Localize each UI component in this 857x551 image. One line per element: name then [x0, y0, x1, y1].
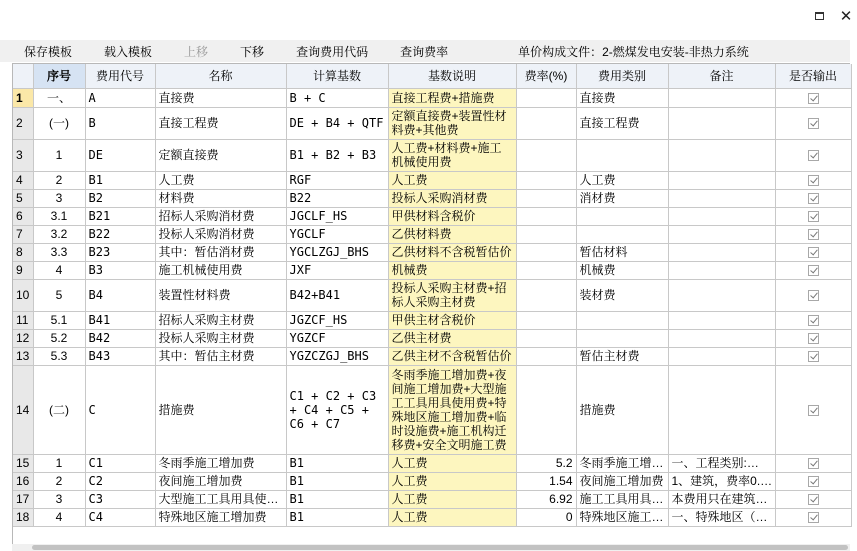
cell-seq[interactable]: (二)	[33, 365, 85, 454]
row-number-header	[13, 64, 33, 88]
table-row[interactable]	[13, 311, 851, 329]
output-checkbox[interactable]	[808, 315, 819, 326]
cell-rate[interactable]	[516, 329, 576, 347]
move-up-button[interactable]: 上移	[184, 44, 209, 59]
cell-output[interactable]	[775, 88, 851, 107]
table-row[interactable]	[13, 454, 851, 472]
cell-seq[interactable]: 一、	[33, 88, 85, 107]
column-header-seq[interactable]: 序号	[33, 64, 85, 88]
cell-name[interactable]: 其中：暂估消材费	[155, 243, 286, 261]
output-checkbox[interactable]	[808, 351, 819, 362]
cell-output[interactable]	[775, 107, 851, 139]
cell-seq[interactable]: 1	[33, 454, 85, 472]
close-icon[interactable]: ✕	[839, 7, 853, 25]
row-number[interactable]: 18	[13, 508, 33, 526]
cell-rate[interactable]	[516, 279, 576, 311]
cell-name[interactable]: 施工机械使用费	[155, 261, 286, 279]
cell-description[interactable]: 投标人采购主材费+招标人采购主材费	[388, 279, 516, 311]
cell-output[interactable]	[775, 329, 851, 347]
cell-category[interactable]: 直接费	[576, 88, 668, 107]
cell-description[interactable]: 直接工程费+措施费	[388, 88, 516, 107]
cell-formula[interactable]: YGCLZGJ_BHS	[286, 243, 388, 261]
cell-note[interactable]	[668, 279, 775, 311]
scrollbar-thumb[interactable]	[32, 545, 848, 550]
cell-output[interactable]	[775, 225, 851, 243]
cell-formula[interactable]: YGCLF	[286, 225, 388, 243]
cell-code[interactable]: C	[85, 365, 155, 454]
cell-rate[interactable]	[516, 261, 576, 279]
restore-icon[interactable]	[808, 6, 830, 26]
cell-code[interactable]: DE	[85, 139, 155, 171]
cell-description[interactable]: 乙供材料费	[388, 225, 516, 243]
cell-seq[interactable]: 3.3	[33, 243, 85, 261]
cell-rate[interactable]	[516, 189, 576, 207]
column-header-description[interactable]: 基数说明	[388, 64, 516, 88]
cell-rate[interactable]: 0	[516, 508, 576, 526]
cell-rate[interactable]	[516, 365, 576, 454]
cell-formula[interactable]: B1	[286, 490, 388, 508]
table-row[interactable]	[13, 329, 851, 347]
cell-note[interactable]	[668, 261, 775, 279]
cell-rate[interactable]	[516, 225, 576, 243]
cell-name[interactable]: 夜间施工增加费	[155, 472, 286, 490]
cell-name[interactable]: 投标人采购消材费	[155, 225, 286, 243]
cell-description[interactable]: 甲供主材含税价	[388, 311, 516, 329]
row-number[interactable]: 15	[13, 454, 33, 472]
cell-rate[interactable]	[516, 311, 576, 329]
cell-rate[interactable]: 1.54	[516, 472, 576, 490]
output-checkbox[interactable]	[808, 193, 819, 204]
table-row[interactable]	[13, 243, 851, 261]
cell-code[interactable]: B2	[85, 189, 155, 207]
cell-category[interactable]	[576, 139, 668, 171]
cell-rate[interactable]	[516, 207, 576, 225]
cell-output[interactable]	[775, 454, 851, 472]
cell-seq[interactable]: 5	[33, 279, 85, 311]
cell-category[interactable]: 施工工具用具…	[576, 490, 668, 508]
row-number[interactable]: 17	[13, 490, 33, 508]
table-row[interactable]	[13, 508, 851, 526]
row-number[interactable]: 4	[13, 171, 33, 189]
output-checkbox[interactable]	[808, 229, 819, 240]
cell-name[interactable]: 招标人采购主材费	[155, 311, 286, 329]
cell-code[interactable]: B23	[85, 243, 155, 261]
cell-output[interactable]	[775, 508, 851, 526]
cell-seq[interactable]: 2	[33, 171, 85, 189]
output-checkbox[interactable]	[808, 476, 819, 487]
table-row[interactable]	[13, 347, 851, 365]
cell-formula[interactable]: YGZCF	[286, 329, 388, 347]
cell-formula[interactable]: B22	[286, 189, 388, 207]
cell-note[interactable]	[668, 171, 775, 189]
cell-note[interactable]	[668, 225, 775, 243]
cell-formula[interactable]: B1	[286, 454, 388, 472]
cell-seq[interactable]: 5.3	[33, 347, 85, 365]
cell-name[interactable]: 直接费	[155, 88, 286, 107]
table-row[interactable]	[13, 261, 851, 279]
cell-description[interactable]: 人工费	[388, 508, 516, 526]
cell-note[interactable]	[668, 311, 775, 329]
cell-seq[interactable]: 1	[33, 139, 85, 171]
horizontal-scrollbar[interactable]	[12, 544, 850, 551]
column-header-code[interactable]: 费用代号	[85, 64, 155, 88]
cell-seq[interactable]: 2	[33, 472, 85, 490]
cell-output[interactable]	[775, 279, 851, 311]
cell-description[interactable]: 乙供材料不含税暂估价	[388, 243, 516, 261]
table-row[interactable]	[13, 139, 851, 171]
cell-rate[interactable]	[516, 139, 576, 171]
cell-category[interactable]	[576, 207, 668, 225]
cell-category[interactable]: 暂估材料	[576, 243, 668, 261]
output-checkbox[interactable]	[808, 93, 819, 104]
cell-category[interactable]: 暂估主材费	[576, 347, 668, 365]
cell-name[interactable]: 措施费	[155, 365, 286, 454]
column-header-rate[interactable]: 费率(%)	[516, 64, 576, 88]
cell-note[interactable]: 一、特殊地区（…	[668, 508, 775, 526]
cell-formula[interactable]: B42+B41	[286, 279, 388, 311]
output-checkbox[interactable]	[808, 118, 819, 129]
cell-note[interactable]: 本费用只在建筑…	[668, 490, 775, 508]
cell-formula[interactable]: B1 + B2 + B3	[286, 139, 388, 171]
cell-name[interactable]: 直接工程费	[155, 107, 286, 139]
cell-formula[interactable]: JXF	[286, 261, 388, 279]
cell-code[interactable]: B42	[85, 329, 155, 347]
output-checkbox[interactable]	[808, 247, 819, 258]
cell-note[interactable]	[668, 139, 775, 171]
output-checkbox[interactable]	[808, 512, 819, 523]
cell-category[interactable]: 措施费	[576, 365, 668, 454]
cell-code[interactable]: B1	[85, 171, 155, 189]
column-header-output[interactable]: 是否输出	[775, 64, 851, 88]
table-row[interactable]	[13, 279, 851, 311]
save-template-button[interactable]: 保存模板	[24, 44, 73, 59]
cell-formula[interactable]: B + C	[286, 88, 388, 107]
cell-formula[interactable]: B1	[286, 508, 388, 526]
move-down-button[interactable]: 下移	[240, 44, 265, 59]
cell-code[interactable]: B41	[85, 311, 155, 329]
cell-note[interactable]	[668, 107, 775, 139]
row-number[interactable]: 6	[13, 207, 33, 225]
row-number[interactable]: 10	[13, 279, 33, 311]
row-number[interactable]: 8	[13, 243, 33, 261]
cell-seq[interactable]: 4	[33, 508, 85, 526]
cell-rate[interactable]: 5.2	[516, 454, 576, 472]
cell-output[interactable]	[775, 311, 851, 329]
cell-rate[interactable]	[516, 243, 576, 261]
cell-category[interactable]: 特殊地区施工…	[576, 508, 668, 526]
row-number[interactable]: 3	[13, 139, 33, 171]
output-checkbox[interactable]	[808, 150, 819, 161]
cell-formula[interactable]: YGZCZGJ_BHS	[286, 347, 388, 365]
cell-output[interactable]	[775, 365, 851, 454]
row-number[interactable]: 1	[13, 88, 33, 107]
cell-output[interactable]	[775, 261, 851, 279]
cell-output[interactable]	[775, 171, 851, 189]
cell-description[interactable]: 乙供主材不含税暂估价	[388, 347, 516, 365]
cell-seq[interactable]: 3.2	[33, 225, 85, 243]
cell-code[interactable]: B4	[85, 279, 155, 311]
table-row[interactable]	[13, 189, 851, 207]
cell-formula[interactable]: B1	[286, 472, 388, 490]
cell-category[interactable]: 冬雨季施工增…	[576, 454, 668, 472]
output-checkbox[interactable]	[808, 333, 819, 344]
row-number[interactable]: 9	[13, 261, 33, 279]
cell-category[interactable]	[576, 311, 668, 329]
cell-category[interactable]	[576, 329, 668, 347]
load-template-button[interactable]: 载入模板	[104, 44, 153, 59]
cell-seq[interactable]: 3	[33, 490, 85, 508]
cell-note[interactable]: 一、工程类别:…	[668, 454, 775, 472]
table-row[interactable]	[13, 171, 851, 189]
cell-description[interactable]: 人工费+材料费+施工机械使用费	[388, 139, 516, 171]
cell-code[interactable]: B3	[85, 261, 155, 279]
cell-formula[interactable]: DE + B4 + QTF	[286, 107, 388, 139]
output-checkbox[interactable]	[808, 494, 819, 505]
cell-seq[interactable]: (一)	[33, 107, 85, 139]
cell-name[interactable]: 投标人采购主材费	[155, 329, 286, 347]
cell-description[interactable]: 冬雨季施工增加费+夜间施工增加费+大型施工工具用具使用费+特殊地区施工增加费+临时设施费+施工机构迁移费+安全文明施工费	[388, 365, 516, 454]
cell-description[interactable]: 人工费	[388, 454, 516, 472]
cell-code[interactable]: C2	[85, 472, 155, 490]
cell-description[interactable]: 人工费	[388, 171, 516, 189]
table-row[interactable]	[13, 225, 851, 243]
cell-formula[interactable]: RGF	[286, 171, 388, 189]
grid-header-row	[13, 64, 851, 88]
cell-category[interactable]	[576, 225, 668, 243]
table-row[interactable]	[13, 490, 851, 508]
query-rate-button[interactable]: 查询费率	[400, 44, 449, 59]
cell-category[interactable]: 人工费	[576, 171, 668, 189]
output-checkbox[interactable]	[808, 211, 819, 222]
output-checkbox[interactable]	[808, 265, 819, 276]
cell-category[interactable]: 消材费	[576, 189, 668, 207]
cell-description[interactable]: 人工费	[388, 490, 516, 508]
row-number[interactable]: 14	[13, 365, 33, 454]
cell-seq[interactable]: 5.2	[33, 329, 85, 347]
output-checkbox[interactable]	[808, 458, 819, 469]
output-checkbox[interactable]	[808, 175, 819, 186]
cell-note[interactable]	[668, 365, 775, 454]
cell-rate[interactable]	[516, 347, 576, 365]
output-checkbox[interactable]	[808, 405, 819, 416]
cell-rate[interactable]	[516, 171, 576, 189]
column-header-note[interactable]: 备注	[668, 64, 775, 88]
cell-note[interactable]	[668, 88, 775, 107]
cell-code[interactable]: B43	[85, 347, 155, 365]
cell-output[interactable]	[775, 490, 851, 508]
title-bar	[0, 0, 853, 34]
cell-category[interactable]: 装材费	[576, 279, 668, 311]
cell-note[interactable]	[668, 207, 775, 225]
column-header-formula[interactable]: 计算基数	[286, 64, 388, 88]
cell-code[interactable]: A	[85, 88, 155, 107]
cell-name[interactable]: 招标人采购消材费	[155, 207, 286, 225]
cell-code[interactable]: C1	[85, 454, 155, 472]
cell-note[interactable]	[668, 347, 775, 365]
cell-output[interactable]	[775, 347, 851, 365]
row-number[interactable]: 11	[13, 311, 33, 329]
cell-code[interactable]: B	[85, 107, 155, 139]
cell-category[interactable]: 直接工程费	[576, 107, 668, 139]
cell-name[interactable]: 大型施工工具用具使…	[155, 490, 286, 508]
toolbar	[0, 40, 850, 62]
cell-rate[interactable]	[516, 107, 576, 139]
cell-seq[interactable]: 3.1	[33, 207, 85, 225]
cell-name[interactable]: 定额直接费	[155, 139, 286, 171]
cell-description[interactable]: 机械费	[388, 261, 516, 279]
cell-code[interactable]: C4	[85, 508, 155, 526]
cell-category[interactable]: 机械费	[576, 261, 668, 279]
cell-name[interactable]: 人工费	[155, 171, 286, 189]
cell-name[interactable]: 装置性材料费	[155, 279, 286, 311]
table-row[interactable]	[13, 88, 851, 107]
row-number[interactable]: 12	[13, 329, 33, 347]
cell-note[interactable]	[668, 243, 775, 261]
cell-formula[interactable]: C1 + C2 + C3 + C4 + C5 + C6 + C7	[286, 365, 388, 454]
cell-category[interactable]: 夜间施工增加费	[576, 472, 668, 490]
table-row[interactable]	[13, 207, 851, 225]
cell-output[interactable]	[775, 472, 851, 490]
cell-description[interactable]: 投标人采购消材费	[388, 189, 516, 207]
cell-code[interactable]: B22	[85, 225, 155, 243]
cell-description[interactable]: 人工费	[388, 472, 516, 490]
row-number[interactable]: 16	[13, 472, 33, 490]
cell-description[interactable]: 定额直接费+装置性材料费+其他费	[388, 107, 516, 139]
table-row[interactable]	[13, 365, 851, 454]
row-number[interactable]: 13	[13, 347, 33, 365]
cell-seq[interactable]: 5.1	[33, 311, 85, 329]
cell-note[interactable]	[668, 329, 775, 347]
cell-rate[interactable]: 6.92	[516, 490, 576, 508]
row-number[interactable]: 5	[13, 189, 33, 207]
query-fee-code-button[interactable]: 查询费用代码	[296, 44, 369, 59]
cell-code[interactable]: B21	[85, 207, 155, 225]
row-number[interactable]: 7	[13, 225, 33, 243]
cell-description[interactable]: 甲供材料含税价	[388, 207, 516, 225]
cell-formula[interactable]: JGCLF_HS	[286, 207, 388, 225]
column-header-category[interactable]: 费用类别	[576, 64, 668, 88]
cell-output[interactable]	[775, 207, 851, 225]
table-row[interactable]	[13, 107, 851, 139]
cell-output[interactable]	[775, 243, 851, 261]
cell-name[interactable]: 冬雨季施工增加费	[155, 454, 286, 472]
cell-note[interactable]: 1、建筑，费率0.…	[668, 472, 775, 490]
cell-note[interactable]	[668, 189, 775, 207]
cell-output[interactable]	[775, 139, 851, 171]
fee-grid	[12, 63, 850, 544]
cell-description[interactable]: 乙供主材费	[388, 329, 516, 347]
unit-price-file-label: 单价构成文件：2-燃煤发电安装-非热力系统	[518, 44, 749, 59]
column-header-name[interactable]: 名称	[155, 64, 286, 88]
cell-name[interactable]: 材料费	[155, 189, 286, 207]
cell-output[interactable]	[775, 189, 851, 207]
cell-name[interactable]: 特殊地区施工增加费	[155, 508, 286, 526]
row-number[interactable]: 2	[13, 107, 33, 139]
output-checkbox[interactable]	[808, 290, 819, 301]
table-row[interactable]	[13, 472, 851, 490]
cell-formula[interactable]: JGZCF_HS	[286, 311, 388, 329]
cell-name[interactable]: 其中：暂估主材费	[155, 347, 286, 365]
cell-seq[interactable]: 4	[33, 261, 85, 279]
cell-rate[interactable]	[516, 88, 576, 107]
cell-code[interactable]: C3	[85, 490, 155, 508]
cell-seq[interactable]: 3	[33, 189, 85, 207]
